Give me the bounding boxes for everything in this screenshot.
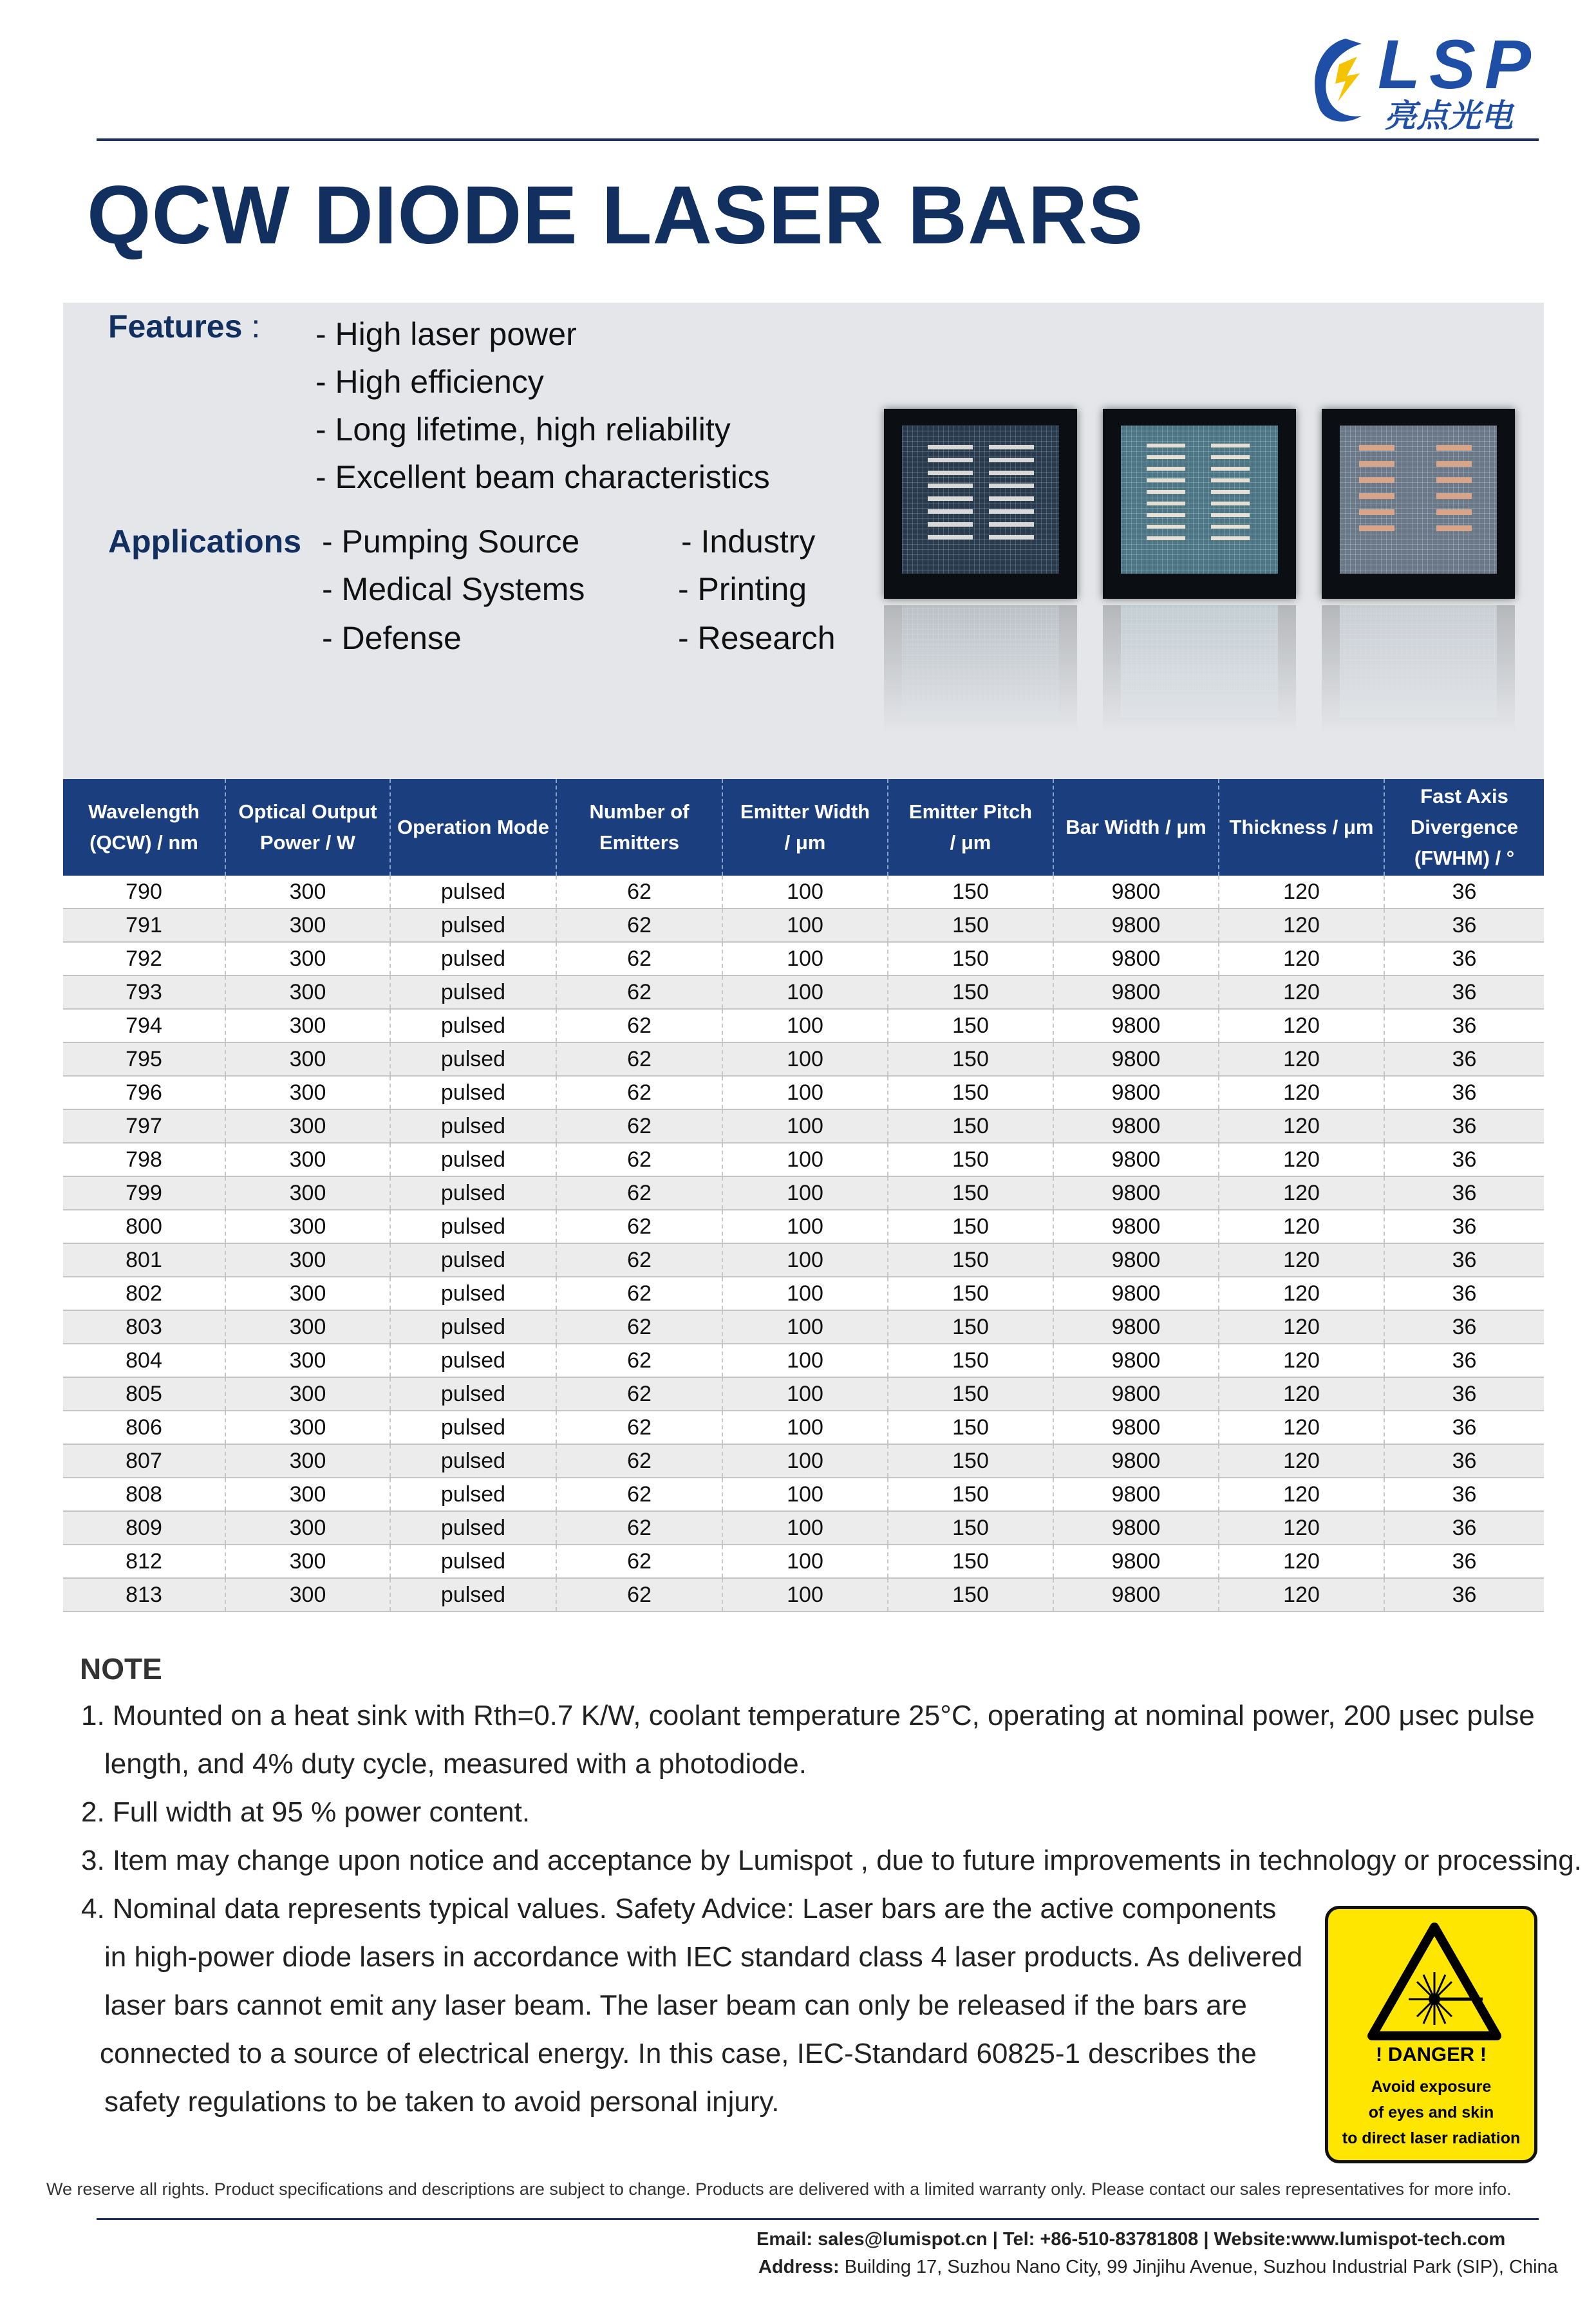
table-cell: 120 [1219,876,1384,908]
table-cell: pulsed [390,1143,556,1176]
table-cell: 9800 [1053,1444,1219,1478]
table-cell: 300 [225,1109,390,1143]
table-cell: 300 [225,1344,390,1377]
table-cell: 807 [63,1444,225,1478]
table-cell: 120 [1219,908,1384,942]
column-header [225,779,390,876]
table-cell: 100 [722,942,888,975]
table-cell: pulsed [390,1344,556,1377]
header-divider [97,138,1539,141]
column-header-text: Emitter Width [740,800,870,823]
table-cell: 120 [1219,1344,1384,1377]
table-cell: 795 [63,1042,225,1076]
table-cell: 791 [63,908,225,942]
table-cell: 792 [63,942,225,975]
column-header-text: Thickness / μm [1229,816,1374,838]
table-cell: 62 [556,908,722,942]
table-cell: 36 [1384,1042,1544,1076]
table-cell: 100 [722,1545,888,1578]
table-cell: 36 [1384,1377,1544,1411]
table-row [63,1243,1544,1277]
table-cell: 799 [63,1176,225,1210]
table-cell: 9800 [1053,942,1219,975]
table-cell: 100 [722,1277,888,1310]
table-row [63,975,1544,1009]
table-header-row [63,779,1544,876]
table-cell: 150 [888,1076,1053,1109]
laser-danger-sign [1325,1906,1537,2163]
note-line: 4. Nominal data represents typical values. Safety Advice: Laser bars are the active components [81,1893,1277,1924]
table-cell: 100 [722,876,888,908]
table-row [63,1578,1544,1612]
note-line: laser bars cannot emit any laser beam. The laser beam can only be released if the bars are [104,1990,1247,2021]
table-cell: 300 [225,1243,390,1277]
table-cell: pulsed [390,1310,556,1344]
table-row [63,1109,1544,1143]
table-cell: 9800 [1053,1511,1219,1545]
table-row [63,942,1544,975]
table-cell: 300 [225,1009,390,1042]
table-cell: 806 [63,1411,225,1444]
table-cell: 9800 [1053,1545,1219,1578]
table-cell: 100 [722,1511,888,1545]
table-cell: 300 [225,1210,390,1243]
table-cell: 796 [63,1076,225,1109]
table-cell: 62 [556,1143,722,1176]
table-cell: 120 [1219,1511,1384,1545]
feature-item: - Long lifetime, high reliability [315,411,731,447]
table-cell: pulsed [390,1578,556,1612]
table-cell: 120 [1219,1143,1384,1176]
table-cell: 150 [888,1277,1053,1310]
table-cell: 150 [888,1511,1053,1545]
footer-address [758,2257,1558,2278]
table-cell: 9800 [1053,876,1219,908]
column-header-text: Emitter Pitch [908,800,1033,823]
table-cell: 100 [722,1411,888,1444]
table-cell: 120 [1219,1545,1384,1578]
table-cell: 62 [556,1009,722,1042]
table-cell: 62 [556,1310,722,1344]
table-cell: 36 [1384,1176,1544,1210]
feature-item: - Excellent beam characteristics [315,459,770,495]
features-panel [63,303,1544,780]
table-cell: 798 [63,1143,225,1176]
table-cell: pulsed [390,975,556,1009]
table-row [63,1377,1544,1411]
table-cell: 150 [888,1377,1053,1411]
table-cell: 9800 [1053,1310,1219,1344]
table-cell: 300 [225,1042,390,1076]
table-row [63,1478,1544,1511]
table-cell: pulsed [390,1511,556,1545]
column-header [888,779,1053,876]
table-cell: pulsed [390,1411,556,1444]
table-cell: 100 [722,908,888,942]
note-line: connected to a source of electrical energy. In this case, IEC-Standard 60825-1 describes the [100,2038,1257,2069]
table-cell: 36 [1384,1578,1544,1612]
table-row [63,1042,1544,1076]
table-cell: 150 [888,975,1053,1009]
table-cell: 36 [1384,1243,1544,1277]
column-header-text: Bar Width / μm [1066,816,1206,838]
spec-table [63,779,1544,1612]
laser-bar-photo-1 [884,409,1077,795]
column-header-text: Divergence [1410,816,1519,838]
table-cell: 150 [888,1176,1053,1210]
table-cell: 801 [63,1243,225,1277]
column-header-text: Operation Mode [397,816,549,838]
table-cell: 812 [63,1545,225,1578]
table-cell: 100 [722,1143,888,1176]
table-cell: 300 [225,876,390,908]
table-cell: 62 [556,1176,722,1210]
table-cell: 300 [225,942,390,975]
table-cell: 36 [1384,908,1544,942]
table-cell: 120 [1219,1176,1384,1210]
logo-text: LSP [1378,25,1541,103]
table-cell: 36 [1384,942,1544,975]
table-cell: 300 [225,1176,390,1210]
table-cell: 9800 [1053,1143,1219,1176]
table-cell: 802 [63,1277,225,1310]
table-cell: pulsed [390,1176,556,1210]
table-cell: 36 [1384,1411,1544,1444]
feature-item: - High efficiency [315,364,544,400]
table-cell: 300 [225,1143,390,1176]
table-cell: 62 [556,876,722,908]
table-cell: 62 [556,1578,722,1612]
table-cell: 120 [1219,1210,1384,1243]
table-cell: pulsed [390,1210,556,1243]
table-cell: 150 [888,1042,1053,1076]
table-cell: 800 [63,1210,225,1243]
table-cell: 100 [722,1578,888,1612]
table-cell: 100 [722,1176,888,1210]
lsp-swoosh-icon [1300,26,1391,129]
table-cell: 100 [722,1444,888,1478]
table-cell: 120 [1219,1042,1384,1076]
column-header-text: Optical Output [238,800,377,823]
company-logo [1300,25,1545,135]
table-cell: 150 [888,1310,1053,1344]
table-cell: 62 [556,1243,722,1277]
table-cell: pulsed [390,1444,556,1478]
table-cell: 62 [556,1511,722,1545]
table-cell: 300 [225,1411,390,1444]
danger-text: Avoid exposure [1371,2078,1492,2096]
table-cell: 100 [722,1243,888,1277]
column-header [1384,779,1544,876]
table-cell: 9800 [1053,1109,1219,1143]
column-header-text: / μm [950,831,991,854]
address-text: Building 17, Suzhou Nano City, 99 Jinjihu Avenue, Suzhou Industrial Park (SIP), China [839,2257,1558,2277]
laser-bar-photo-2 [1103,409,1296,795]
table-cell: 809 [63,1511,225,1545]
table-cell: 62 [556,1042,722,1076]
table-cell: 120 [1219,1109,1384,1143]
column-header [1219,779,1384,876]
table-cell: 100 [722,1210,888,1243]
table-cell: 62 [556,1411,722,1444]
column-header [390,779,556,876]
column-header-text: / μm [784,831,826,854]
column-header-text: Fast Axis [1420,785,1508,807]
table-row [63,1344,1544,1377]
table-cell: 300 [225,1545,390,1578]
table-cell: 36 [1384,1478,1544,1511]
table-cell: 62 [556,1076,722,1109]
logo-chinese-text: 亮点光电 [1384,97,1513,135]
table-body [63,876,1544,1612]
table-cell: 300 [225,1076,390,1109]
table-cell: 803 [63,1310,225,1344]
table-cell: 62 [556,1109,722,1143]
table-cell: 36 [1384,1143,1544,1176]
danger-title: ! DANGER ! [1375,2043,1487,2065]
column-header-text: Power / W [259,831,356,854]
table-cell: 150 [888,1109,1053,1143]
table-cell: 100 [722,975,888,1009]
table-cell: 120 [1219,1444,1384,1478]
table-cell: 36 [1384,876,1544,908]
table-cell: 150 [888,1009,1053,1042]
note-line: safety regulations to be taken to avoid personal injury. [104,2086,780,2118]
table-cell: 120 [1219,975,1384,1009]
application-item: - Research [678,620,836,656]
table-row [63,1143,1544,1176]
footer-divider [97,2218,1539,2220]
table-cell: 790 [63,876,225,908]
table-cell: 9800 [1053,908,1219,942]
table-row [63,1444,1544,1478]
note-line: 2. Full width at 95 % power content. [81,1796,530,1828]
application-item: - Defense [322,620,462,656]
table-cell: 62 [556,1210,722,1243]
table-cell: 9800 [1053,1009,1219,1042]
table-cell: 150 [888,1243,1053,1277]
table-cell: 9800 [1053,1344,1219,1377]
table-cell: 9800 [1053,1210,1219,1243]
applications-label: Applications [108,523,302,560]
table-cell: 120 [1219,1578,1384,1612]
address-label: Address: [758,2257,840,2277]
table-cell: 36 [1384,1076,1544,1109]
table-cell: 793 [63,975,225,1009]
table-cell: 9800 [1053,1578,1219,1612]
table-row [63,1411,1544,1444]
table-cell: 9800 [1053,1042,1219,1076]
table-cell: 62 [556,1444,722,1478]
application-item: - Medical Systems [322,571,585,607]
column-header-text: Wavelength [88,800,200,823]
table-cell: 794 [63,1009,225,1042]
table-cell: 9800 [1053,1277,1219,1310]
footer-contact: Email: sales@lumispot.cn | Tel: +86-510-83781808 | Website:www.lumispot-tech.com [756,2229,1506,2250]
feature-item: - High laser power [315,316,577,352]
table-cell: 150 [888,1578,1053,1612]
table-cell: 300 [225,1377,390,1411]
table-cell: pulsed [390,1545,556,1578]
table-row [63,1009,1544,1042]
table-cell: pulsed [390,1042,556,1076]
footer-disclaimer: We reserve all rights. Product specifications and descriptions are subject to change. Products are delivered with a limited warranty only. Please contact our sales representatives for more info. [46,2179,1512,2199]
table-cell: 100 [722,1344,888,1377]
table-row [63,1310,1544,1344]
table-cell: 100 [722,1042,888,1076]
table-cell: 300 [225,975,390,1009]
table-cell: 300 [225,1310,390,1344]
table-cell: pulsed [390,876,556,908]
table-row [63,876,1544,908]
table-cell: 120 [1219,1377,1384,1411]
table-row [63,1277,1544,1310]
table-cell: pulsed [390,942,556,975]
table-cell: 300 [225,1578,390,1612]
laser-bar-photo-3 [1322,409,1515,795]
application-item: - Pumping Source [322,523,580,560]
table-cell: pulsed [390,1009,556,1042]
table-cell: 36 [1384,1511,1544,1545]
table-cell: 9800 [1053,1076,1219,1109]
table-cell: 100 [722,1009,888,1042]
table-cell: 9800 [1053,1478,1219,1511]
table-cell: pulsed [390,908,556,942]
table-cell: 300 [225,1478,390,1511]
table-cell: 150 [888,942,1053,975]
table-cell: 36 [1384,1545,1544,1578]
table-cell: 62 [556,1545,722,1578]
laser-warning-icon [1367,1922,1502,2041]
table-row [63,1210,1544,1243]
table-cell: 120 [1219,1478,1384,1511]
table-cell: 150 [888,1344,1053,1377]
note-line: 3. Item may change upon notice and acceptance by Lumispot , due to future improvements in technology or processing. [81,1845,1582,1876]
table-cell: 300 [225,1277,390,1310]
table-cell: 150 [888,1411,1053,1444]
column-header [722,779,888,876]
column-header-text: (FWHM) / ° [1414,847,1515,869]
column-header [1053,779,1219,876]
table-row [63,1176,1544,1210]
table-cell: 9800 [1053,1176,1219,1210]
application-item: - Printing [678,571,807,607]
table-cell: 120 [1219,1009,1384,1042]
table-cell: 150 [888,908,1053,942]
table-cell: 100 [722,1109,888,1143]
table-row [63,1545,1544,1578]
table-cell: 100 [722,1076,888,1109]
table-cell: pulsed [390,1277,556,1310]
table-cell: pulsed [390,1377,556,1411]
danger-text: to direct laser radiation [1342,2129,1521,2147]
table-cell: pulsed [390,1076,556,1109]
table-cell: 36 [1384,1277,1544,1310]
page-title: QCW DIODE LASER BARS [87,169,1144,261]
table-cell: 150 [888,1444,1053,1478]
column-header-text: (QCW) / nm [89,831,198,854]
table-cell: 36 [1384,1210,1544,1243]
table-cell: 300 [225,1444,390,1478]
table-cell: 120 [1219,1310,1384,1344]
table-cell: 150 [888,1143,1053,1176]
table-cell: pulsed [390,1109,556,1143]
table-cell: 808 [63,1478,225,1511]
table-cell: pulsed [390,1243,556,1277]
note-line: 1. Mounted on a heat sink with Rth=0.7 K/W, coolant temperature 25°C, operating at nominal power, 200 μsec pulse [81,1700,1535,1731]
table-cell: 150 [888,1210,1053,1243]
table-cell: 36 [1384,1344,1544,1377]
table-cell: 805 [63,1377,225,1411]
table-cell: 9800 [1053,975,1219,1009]
table-cell: 150 [888,1478,1053,1511]
table-row [63,1076,1544,1109]
table-cell: 120 [1219,1277,1384,1310]
table-cell: 62 [556,1344,722,1377]
column-header-text: Number of [589,800,690,823]
table-cell: 813 [63,1578,225,1612]
table-cell: 120 [1219,1243,1384,1277]
table-cell: 62 [556,1478,722,1511]
table-cell: 120 [1219,942,1384,975]
note-line: length, and 4% duty cycle, measured with a photodiode. [104,1748,807,1780]
table-cell: 100 [722,1377,888,1411]
table-cell: 9800 [1053,1411,1219,1444]
table-cell: 62 [556,1277,722,1310]
column-header [63,779,225,876]
table-cell: 120 [1219,1076,1384,1109]
table-cell: 797 [63,1109,225,1143]
column-header [556,779,722,876]
table-row [63,908,1544,942]
table-cell: 36 [1384,1310,1544,1344]
note-title: NOTE [80,1652,162,1686]
table-cell: 36 [1384,1109,1544,1143]
note-line: in high-power diode lasers in accordance with IEC standard class 4 laser products. As delivered [104,1941,1303,1973]
danger-text: of eyes and skin [1368,2103,1494,2122]
table-cell: 150 [888,1545,1053,1578]
table-cell: pulsed [390,1478,556,1511]
application-item: - Industry [681,523,816,560]
table-row [63,1511,1544,1545]
table-cell: 36 [1384,975,1544,1009]
table-cell: 36 [1384,1009,1544,1042]
table-cell: 9800 [1053,1377,1219,1411]
table-cell: 62 [556,1377,722,1411]
table-cell: 62 [556,975,722,1009]
table-cell: 300 [225,1511,390,1545]
table-cell: 150 [888,876,1053,908]
table-cell: 120 [1219,1411,1384,1444]
table-cell: 100 [722,1478,888,1511]
table-cell: 804 [63,1344,225,1377]
table-cell: 9800 [1053,1243,1219,1277]
table-cell: 36 [1384,1444,1544,1478]
column-header-text: Emitters [599,831,680,854]
table-cell: 62 [556,942,722,975]
table-cell: 100 [722,1310,888,1344]
features-label: Features : [108,308,261,344]
table-cell: 300 [225,908,390,942]
